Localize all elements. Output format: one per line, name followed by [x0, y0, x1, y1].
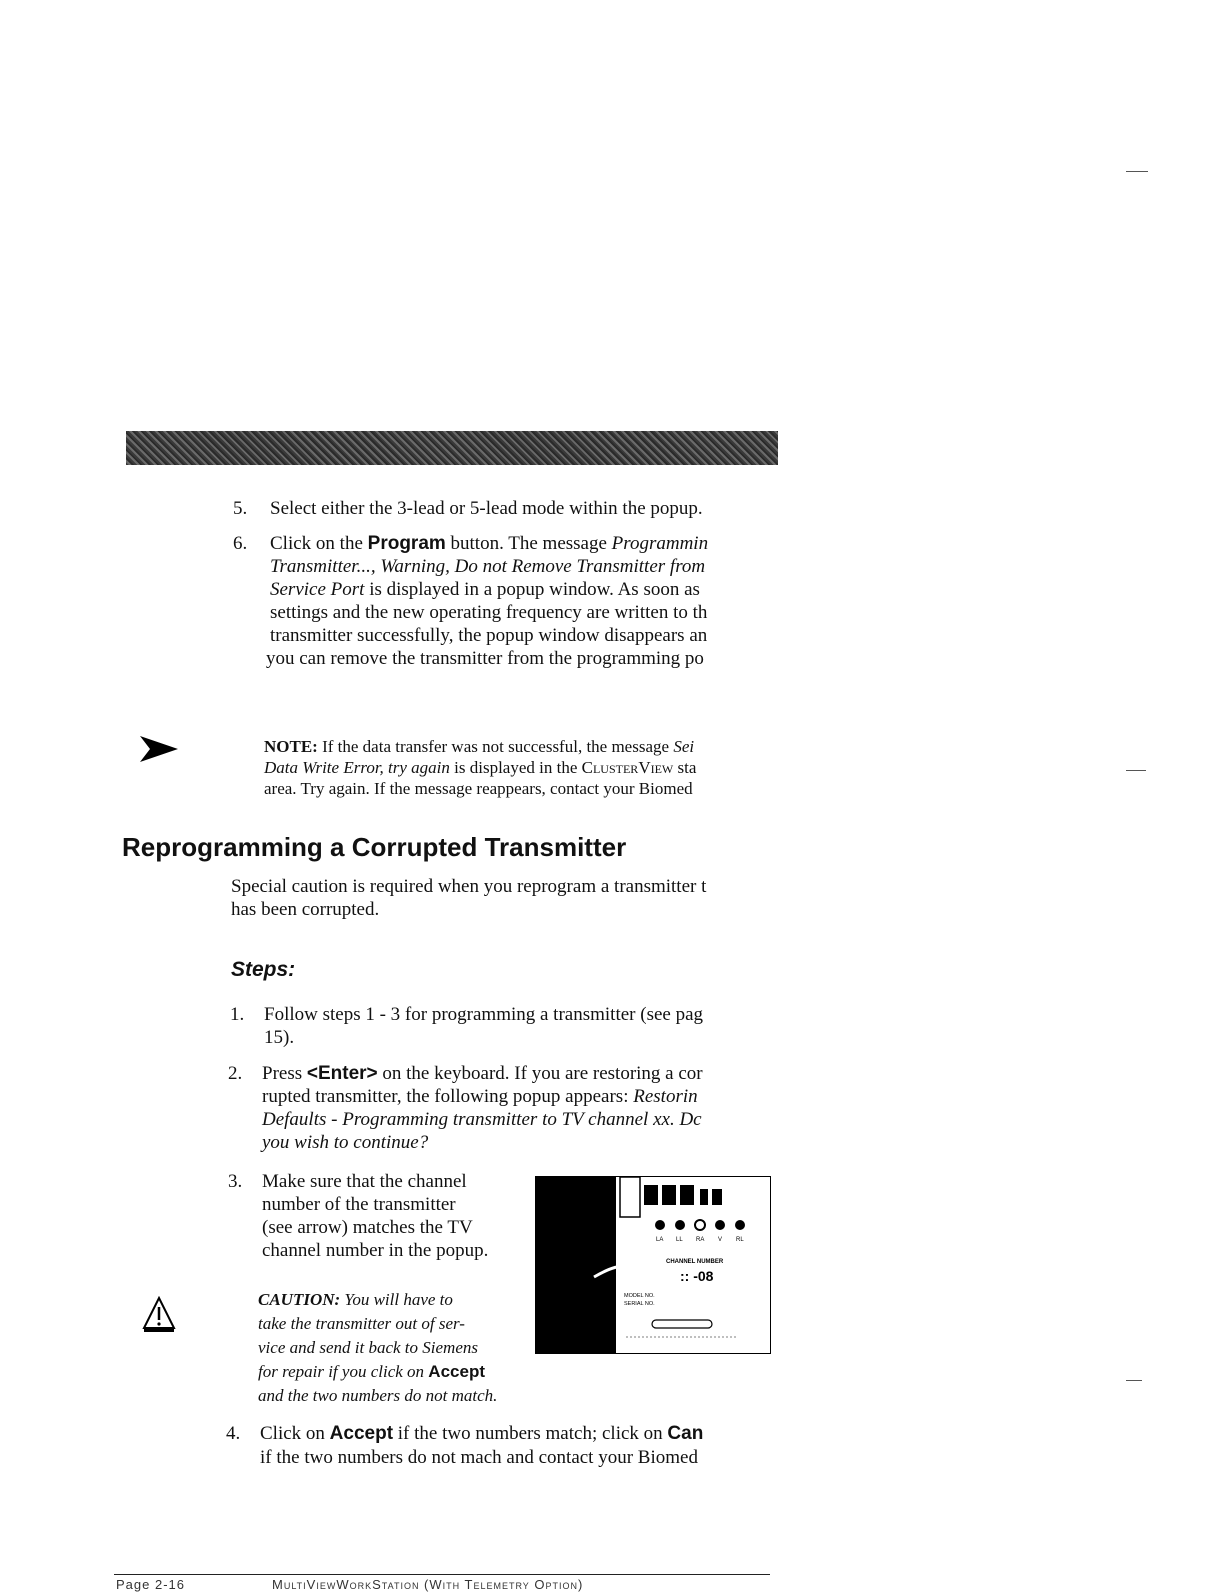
section-intro-line-2: has been corrupted. — [231, 899, 380, 920]
figure-tag — [620, 1177, 640, 1217]
note-line-3: area. Try again. If the message reappears, contact your Biomed — [264, 779, 693, 798]
footer-rule — [114, 1574, 770, 1575]
figure-glyph-2 — [662, 1185, 676, 1205]
model-no-label: MODEL NO. — [624, 1293, 655, 1299]
lead-label-rl: RL — [736, 1237, 744, 1243]
step-6-line-1: Click on the Program button. The message Programmin — [270, 533, 709, 554]
step-3-line-4: channel number in the popup. — [262, 1240, 489, 1261]
accept-label: Accept — [428, 1362, 485, 1381]
step-2-line-2: rupted transmitter, the following popup appears: Restorin — [262, 1086, 698, 1107]
step-6-line-3: Service Port is displayed in a popup window. As soon as — [270, 579, 700, 600]
step-2-line-3: Defaults - Programming transmitter to TV channel xx. Dc — [262, 1109, 702, 1130]
enter-key-label: <Enter> — [306, 1063, 378, 1084]
caution-line-1: CAUTION: You will have to — [258, 1290, 453, 1309]
section-intro-line-1: Special caution is required when you reprogram a transmitter t — [231, 876, 707, 897]
step-3-line-2: number of the transmitter — [262, 1194, 456, 1215]
accept-button-label: Accept — [329, 1423, 394, 1444]
caution-line-3: vice and send it back to Siemens — [258, 1338, 478, 1357]
section-title: Reprogramming a Corrupted Transmitter — [122, 832, 627, 862]
note-arrow-icon — [140, 734, 180, 764]
caution-line-2: take the transmitter out of ser- — [258, 1314, 465, 1333]
figure-glyph-4 — [700, 1189, 708, 1205]
transmitter-figure — [535, 1176, 771, 1354]
lead-label-la: LA — [656, 1237, 664, 1243]
step-1-line-1: Follow steps 1 - 3 for programming a transmitter (see pag — [264, 1004, 704, 1025]
caution-line-5: and the two numbers do not match. — [258, 1386, 498, 1405]
step-3-line-3: (see arrow) matches the TV — [262, 1217, 473, 1238]
channel-arrowhead-icon — [636, 1261, 646, 1273]
led-ll — [675, 1220, 685, 1230]
serial-no-label: SERIAL NO. — [624, 1301, 655, 1307]
transmitter-illustration — [536, 1177, 770, 1353]
step-3-line-1: Make sure that the channel — [262, 1171, 467, 1192]
steps-label: Steps: — [231, 958, 296, 981]
led-rl — [735, 1220, 745, 1230]
margin-tick-2 — [1126, 770, 1146, 771]
led-ra — [695, 1220, 705, 1230]
step-4-line-2: if the two numbers do not mach and contact your Biomed — [260, 1447, 698, 1468]
step-6-number: 6. — [233, 533, 248, 554]
step-3-number: 3. — [228, 1171, 243, 1192]
step-2-line-1: Press <Enter> on the keyboard. If you are restoring a cor — [262, 1063, 703, 1084]
step-4-number: 4. — [226, 1423, 241, 1444]
step-6-line-6: you can remove the transmitter from the programming po — [266, 648, 704, 669]
footer-page-number: Page 2-16 — [116, 1577, 185, 1592]
channel-number-label: CHANNEL NUMBER — [666, 1259, 724, 1265]
step-6-line-4: settings and the new operating frequency are written to th — [270, 602, 708, 623]
footer-title: MultiViewWorkStation (With Telemetry Option) — [272, 1577, 584, 1592]
step-1-line-2: 15). — [264, 1027, 295, 1048]
margin-tick-3 — [1126, 1380, 1142, 1381]
caution-line-4: for repair if you click on Accept — [258, 1362, 485, 1381]
step-5-text: Select either the 3-lead or 5-lead mode within the popup. — [270, 498, 703, 519]
step-2-number: 2. — [228, 1063, 243, 1084]
lead-label-ra: RA — [696, 1237, 705, 1243]
figure-button-outline — [652, 1320, 712, 1328]
led-v — [715, 1220, 725, 1230]
step-1-number: 1. — [230, 1004, 245, 1025]
margin-tick-1 — [1126, 171, 1148, 172]
channel-number-value: :: -08 — [680, 1268, 714, 1284]
figure-glyph-1 — [644, 1185, 658, 1205]
figure-dark-panel — [536, 1177, 616, 1353]
figure-glyph-5 — [712, 1189, 722, 1205]
step-6-line-5: transmitter successfully, the popup window disappears an — [270, 625, 708, 646]
program-button-label: Program — [367, 533, 446, 554]
step-5-number: 5. — [233, 498, 248, 519]
step-4-line-1: Click on Accept if the two numbers match; click on Can — [260, 1423, 704, 1444]
note-line-1: NOTE: If the data transfer was not successful, the message Sei — [264, 737, 695, 756]
lead-label-v: V — [718, 1237, 723, 1243]
led-la — [655, 1220, 665, 1230]
step-2-line-4: you wish to continue? — [262, 1132, 429, 1153]
cancel-button-label: Can — [667, 1423, 704, 1444]
lead-label-ll: LL — [676, 1237, 683, 1243]
step-6-line-2: Transmitter..., Warning, Do not Remove Transmitter from — [270, 556, 706, 577]
figure-glyph-3 — [680, 1185, 694, 1205]
note-line-2: Data Write Error, try again is displayed in the ClusterView sta — [264, 758, 697, 777]
section-banner — [126, 431, 778, 465]
caution-icon — [142, 1296, 176, 1334]
